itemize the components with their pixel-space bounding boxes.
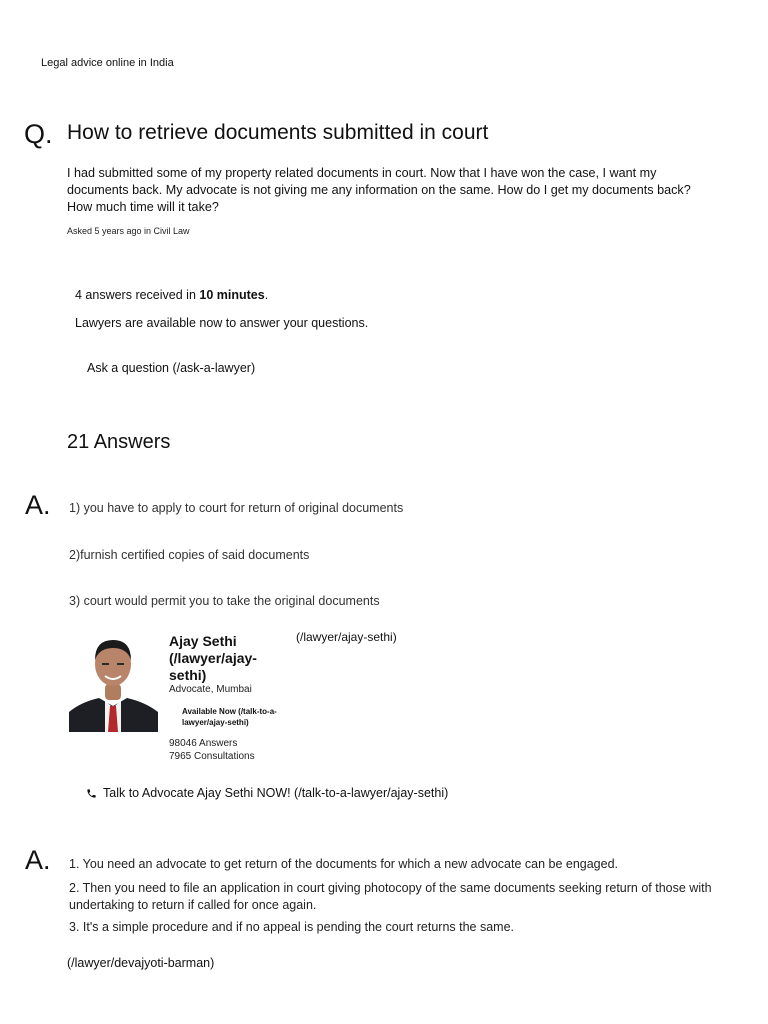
lawyer-name-link[interactable]: Ajay Sethi (/lawyer/ajay-sethi): [169, 633, 257, 683]
ask-question-link[interactable]: Ask a question (/ask-a-lawyer): [87, 361, 256, 375]
available-now-link[interactable]: [182, 706, 284, 728]
lawyer-consultations-count: 7965 Consultations: [169, 751, 255, 762]
question-title: How to retrieve documents submitted in court: [67, 121, 489, 144]
lawyers-available-text: Lawyers are available now to answer your questions.: [75, 316, 369, 330]
lawyer-answers-count: 98046 Answers: [169, 738, 238, 749]
available-now-text: Available Now (/talk-to-a-lawyer/ajay-sethi): [182, 707, 277, 727]
question-marker: Q.: [24, 119, 53, 149]
lawyer-profile-link[interactable]: (/lawyer/devajyoti-barman): [67, 956, 215, 970]
talk-to-advocate-label: Talk to Advocate Ajay Sethi NOW! (/talk-to-a-lawyer/ajay-sethi): [103, 786, 449, 800]
answer-paragraph: 3) court would permit you to take the original documents: [69, 594, 380, 608]
lawyer-profile-link[interactable]: (/lawyer/ajay-sethi): [296, 630, 397, 644]
lawyer-role: Advocate, Mumbai: [169, 684, 252, 695]
answer-paragraph: 2. Then you need to file an application in court giving photocopy of the same documents seeking return of those with undertaking to return if called for once again.: [69, 881, 712, 912]
answer-paragraph: 2)furnish certified copies of said documents: [69, 548, 310, 562]
lawyer-avatar[interactable]: [69, 632, 158, 732]
question-body: I had submitted some of my property related documents in court. Now that I have won the case, I want my documents back. My advocate is not giving me any information on the same. How do I get my documents back? How much time will it take?: [67, 166, 691, 214]
answer-marker: A.: [25, 490, 51, 520]
answer-paragraph: 1) you have to apply to court for return of original documents: [69, 501, 404, 515]
answers-received-stat: [75, 288, 268, 302]
talk-to-advocate-link[interactable]: [86, 786, 448, 800]
phone-icon: [86, 788, 97, 799]
answers-received-time: 10 minutes: [199, 288, 265, 302]
answer-paragraph: 1. You need an advocate to get return of the documents for which a new advocate can be engaged.: [69, 857, 619, 871]
answer-paragraph: 3. It's a simple procedure and if no appeal is pending the court returns the same.: [69, 920, 515, 934]
answers-received-prefix: 4 answers received in: [75, 288, 200, 302]
answers-heading: 21 Answers: [67, 431, 171, 453]
breadcrumb[interactable]: Legal advice online in India: [41, 57, 174, 69]
answer-marker: A.: [25, 845, 51, 875]
answers-received-suffix: .: [264, 288, 269, 302]
question-meta: Asked 5 years ago in Civil Law: [67, 226, 190, 236]
